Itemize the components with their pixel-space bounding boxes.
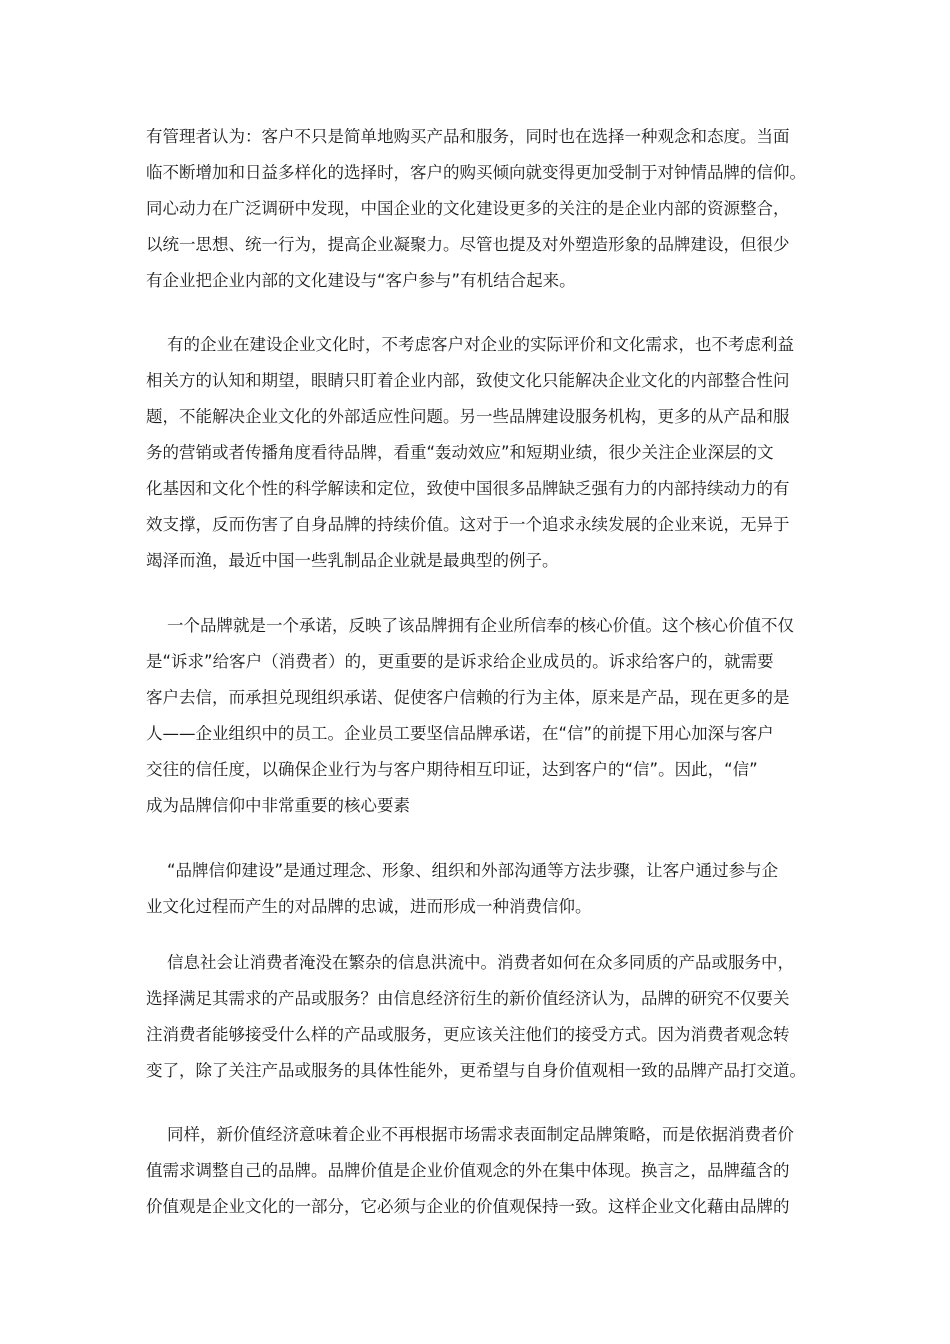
- text-line: 客户去信，而承担兑现组织承诺、促使客户信赖的行为主体，原来是产品，现在更多的是: [146, 688, 790, 707]
- text-line: 同心动力在广泛调研中发现，中国企业的文化建设更多的关注的是企业内部的资源整合，: [146, 199, 790, 218]
- text-line: 成为品牌信仰中非常重要的核心要素: [146, 796, 410, 815]
- text-line: 值需求调整自己的品牌。品牌价值是企业价值观念的外在集中体现。换言之，品牌蕴含的: [146, 1161, 790, 1180]
- text-line: 竭泽而渔，最近中国一些乳制品企业就是最典型的例子。: [146, 551, 559, 570]
- text-line: 题，不能解决企业文化的外部适应性问题。另一些品牌建设服务机构，更多的从产品和服: [146, 407, 790, 426]
- paragraph-5: [146, 945, 826, 1089]
- text-line: 临不断增加和日益多样化的选择时，客户的购买倾向就变得更加受制于对钟情品牌的信仰。: [146, 163, 806, 182]
- text-line: 变了，除了关注产品或服务的具体性能外，更希望与自身价值观相一致的品牌产品打交道。: [146, 1061, 806, 1080]
- text-line: 以统一思想、统一行为，提高企业凝聚力。尽管也提及对外塑造形象的品牌建设，但很少: [146, 235, 790, 254]
- paragraph-2: [146, 327, 826, 579]
- text-line: 务的营销或者传播角度看待品牌，看重“轰动效应”和短期业绩，很少关注企业深层的文: [146, 443, 774, 462]
- paragraph-6: [146, 1117, 826, 1225]
- text-line: 有的企业在建设企业文化时，不考虑客户对企业的实际评价和文化需求，也不考虑利益: [167, 335, 794, 354]
- text-line: 交往的信任度，以确保企业行为与客户期待相互印证，达到客户的“信”。因此，“信”: [146, 760, 758, 779]
- paragraph-4: [146, 853, 826, 925]
- text-line: 同样，新价值经济意味着企业不再根据市场需求表面制定品牌策略，而是依据消费者价: [167, 1125, 794, 1144]
- text-line: 信息社会让消费者淹没在繁杂的信息洪流中。消费者如何在众多同质的产品或服务中，: [167, 953, 794, 972]
- text-line: 是“诉求”给客户（消费者）的，更重要的是诉求给企业成员的。诉求给客户的，就需要: [146, 652, 774, 671]
- paragraph-1: [146, 119, 826, 299]
- text-line: “品牌信仰建设”是通过理念、形象、组织和外部沟通等方法步骤，让客户通过参与企: [167, 861, 779, 880]
- text-line: 有企业把企业内部的文化建设与“客户参与”有机结合起来。: [146, 271, 576, 290]
- text-line: 人——企业组织中的员工。企业员工要坚信品牌承诺，在“信”的前提下用心加深与客户: [146, 724, 774, 743]
- text-line: 选择满足其需求的产品或服务？由信息经济衍生的新价值经济认为，品牌的研究不仅要关: [146, 989, 790, 1008]
- text-line: 效支撑，反而伤害了自身品牌的持续价值。这对于一个追求永续发展的企业来说，无异于: [146, 515, 790, 534]
- text-line: 化基因和文化个性的科学解读和定位，致使中国很多品牌缺乏强有力的内部持续动力的有: [146, 479, 790, 498]
- paragraph-3: [146, 608, 826, 824]
- text-line: 有管理者认为：客户不只是简单地购买产品和服务，同时也在选择一种观念和态度。当面: [146, 127, 790, 146]
- text-line: 相关方的认知和期望，眼睛只盯着企业内部，致使文化只能解决企业文化的内部整合性问: [146, 371, 790, 390]
- text-line: 注消费者能够接受什么样的产品或服务，更应该关注他们的接受方式。因为消费者观念转: [146, 1025, 790, 1044]
- text-line: 一个品牌就是一个承诺，反映了该品牌拥有企业所信奉的核心价值。这个核心价值不仅: [167, 616, 794, 635]
- text-line: 业文化过程而产生的对品牌的忠诚，进而形成一种消费信仰。: [146, 897, 592, 916]
- text-line: 价值观是企业文化的一部分，它必须与企业的价值观保持一致。这样企业文化藉由品牌的: [146, 1197, 790, 1216]
